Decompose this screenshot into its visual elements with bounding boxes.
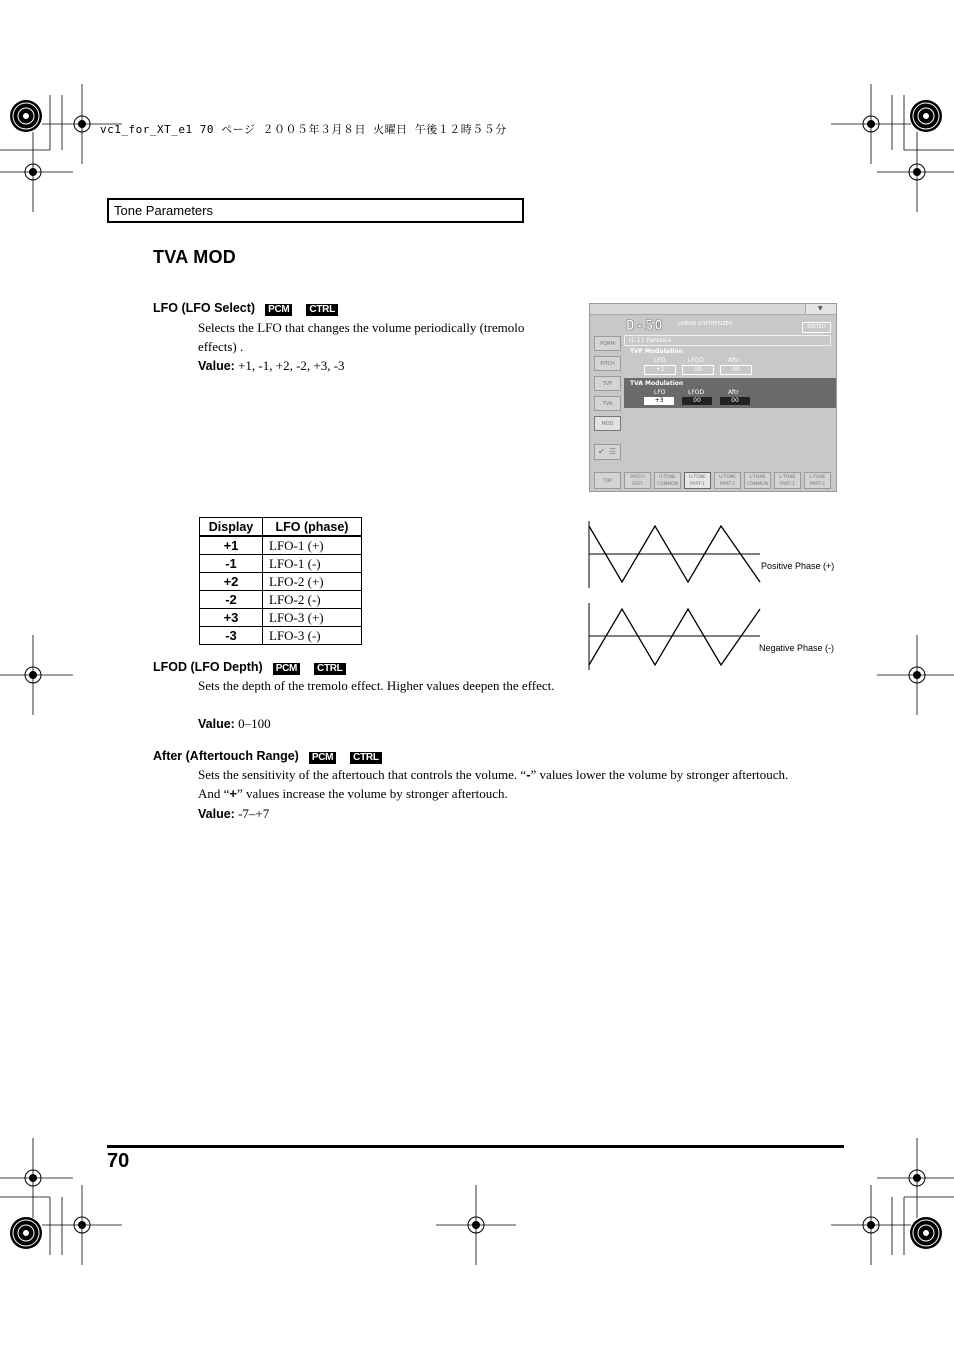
display-cell: -1 (200, 555, 263, 573)
side-tab-porm[interactable]: PORM (594, 336, 621, 351)
tvf-value-lfod[interactable]: 00 (682, 365, 714, 375)
side-tab-pitch[interactable]: PITCH (594, 356, 621, 371)
pcm-badge: PCM (309, 752, 336, 764)
param-title: LFO (LFO Select) (153, 301, 256, 315)
negative-phase-label: Negative Phase (-) (759, 643, 835, 653)
side-tab-mod[interactable]: MOD (594, 416, 621, 431)
ctrl-badge: CTRL (306, 304, 337, 316)
value-label: Value: (198, 359, 235, 373)
list-icon: ☰ (609, 447, 617, 456)
pcm-badge: PCM (265, 304, 292, 316)
bottom-tab-u-tone-common[interactable]: U-TONE COMMON (654, 472, 681, 489)
tva-value-aftr[interactable]: 00 (720, 397, 750, 405)
bottom-tab-u-tone-part1[interactable]: U-TONE PART-1 (684, 472, 711, 489)
bottom-tab-u-tone-part2[interactable]: U-TONE PART-2 (714, 472, 741, 489)
phase-cell: LFO-1 (+) (263, 536, 362, 555)
value-text: -7–+7 (238, 806, 270, 821)
dropdown-button[interactable] (805, 304, 836, 314)
display-cell: +1 (200, 536, 263, 555)
bottom-tab-l-tone-part2[interactable]: L-TONE PART-2 (804, 472, 831, 489)
param-after-value (198, 804, 269, 824)
display-cell: -2 (200, 591, 263, 609)
column-header-display: Display (200, 518, 263, 537)
tva-value-lfo[interactable]: +3 (644, 397, 674, 405)
patch-name-field[interactable]: I1-11 Fantasia (624, 335, 831, 346)
table-row (200, 573, 362, 591)
pcm-badge: PCM (273, 663, 300, 675)
tva-value-lfod[interactable]: 00 (682, 397, 712, 405)
tvf-modulation-panel (624, 348, 834, 376)
param-after-description (198, 765, 798, 803)
param-lfod-description: Sets the depth of the tremolo effect. Higher values deepen the effect. (198, 678, 555, 693)
tvf-value-lfo[interactable]: +2 (644, 365, 676, 375)
plus-symbol: + (229, 786, 238, 801)
bottom-tab-l-tone-common[interactable]: L-TONE COMMON (744, 472, 771, 489)
page-heading: TVA MOD (153, 247, 237, 267)
minus-symbol: - (526, 767, 531, 782)
phase-cell: LFO-3 (-) (263, 627, 362, 645)
device-screen (589, 303, 837, 492)
value-label: Value: (198, 807, 235, 821)
positive-phase-label: Positive Phase (+) (761, 561, 835, 571)
table-row (200, 555, 362, 573)
negative-phase-wave (589, 603, 760, 670)
ctrl-badge: CTRL (314, 663, 345, 675)
param-lfo-description: Selects the LFO that changes the volume periodically (tremolo effects) . (198, 320, 525, 354)
phase-cell: LFO-3 (+) (263, 609, 362, 627)
table-header-row (200, 518, 362, 537)
display-cell: +3 (200, 609, 263, 627)
check-icon: ✔ (598, 447, 605, 456)
tva-label-lfo: LFO (654, 389, 666, 396)
bottom-tab-top[interactable]: TOP (594, 472, 621, 489)
list-view-button[interactable] (594, 444, 621, 460)
table-row (200, 609, 362, 627)
ctrl-badge: CTRL (350, 752, 381, 764)
param-title: After (Aftertouch Range) (153, 749, 299, 763)
param-lfo-title (153, 299, 338, 317)
tva-modulation-panel (624, 378, 836, 408)
positive-phase-wave (589, 521, 760, 588)
param-after-title (153, 747, 382, 765)
description-text: ” values increase the volume by stronger aftertouch. (237, 786, 508, 801)
description-text: ” values lower the volume by stronger aftertouch. And “ (198, 767, 789, 801)
table-row (200, 536, 362, 555)
screen-logo-sub: LINEAR SYNTHESIZER (678, 321, 733, 327)
param-lfo-value (198, 356, 345, 376)
table-row (200, 627, 362, 645)
page-number: 70 (107, 1150, 130, 1172)
screen-titlebar (590, 304, 836, 315)
value-text: +1, -1, +2, -2, +3, -3 (238, 358, 345, 373)
tva-title: TVA Modulation (630, 380, 684, 387)
param-lfod-value (198, 714, 271, 734)
tvf-label-lfod: LFOD (688, 357, 705, 364)
side-tab-tva[interactable]: TVA (594, 396, 621, 411)
side-tab-tvf[interactable]: TVF (594, 376, 621, 391)
lfo-select-table (199, 517, 362, 645)
bottom-tab-l-tone-part1[interactable]: L-TONE PART-1 (774, 472, 801, 489)
screen-logo: D-50 (626, 318, 664, 334)
print-header: vc1_for_XT_e1 70 ページ ２００５年３月８日 火曜日 午後１２時５５分 (100, 123, 507, 136)
section-label: Tone Parameters (107, 198, 524, 223)
phase-waveforms (586, 518, 766, 673)
tvf-label-lfo: LFO (654, 357, 666, 364)
display-cell: +2 (200, 573, 263, 591)
tva-label-aftr: Aftr (728, 389, 739, 396)
tvf-value-aftr[interactable]: 00 (720, 365, 752, 375)
param-title: LFOD (LFO Depth) (153, 660, 263, 674)
bottom-tab-patch-edit[interactable]: PATCH EDIT (624, 472, 651, 489)
phase-cell: LFO-2 (+) (263, 573, 362, 591)
table-row (200, 591, 362, 609)
tva-label-lfod: LFOD (688, 389, 705, 396)
tvf-label-aftr: Aftr (728, 357, 739, 364)
chevron-down-icon: ▼ (818, 305, 823, 312)
edited-badge: EDITED (802, 322, 831, 333)
phase-cell: LFO-2 (-) (263, 591, 362, 609)
footer-rule (107, 1145, 844, 1148)
description-text: Sets the sensitivity of the aftertouch that controls the volume. “ (198, 767, 527, 782)
phase-cell: LFO-1 (-) (263, 555, 362, 573)
column-header-lfo-phase: LFO (phase) (263, 518, 362, 537)
value-label: Value: (198, 717, 235, 731)
tvf-title: TVF Modulation (630, 348, 684, 355)
display-cell: -3 (200, 627, 263, 645)
value-text: 0–100 (238, 716, 271, 731)
param-lfod-title (153, 658, 346, 676)
